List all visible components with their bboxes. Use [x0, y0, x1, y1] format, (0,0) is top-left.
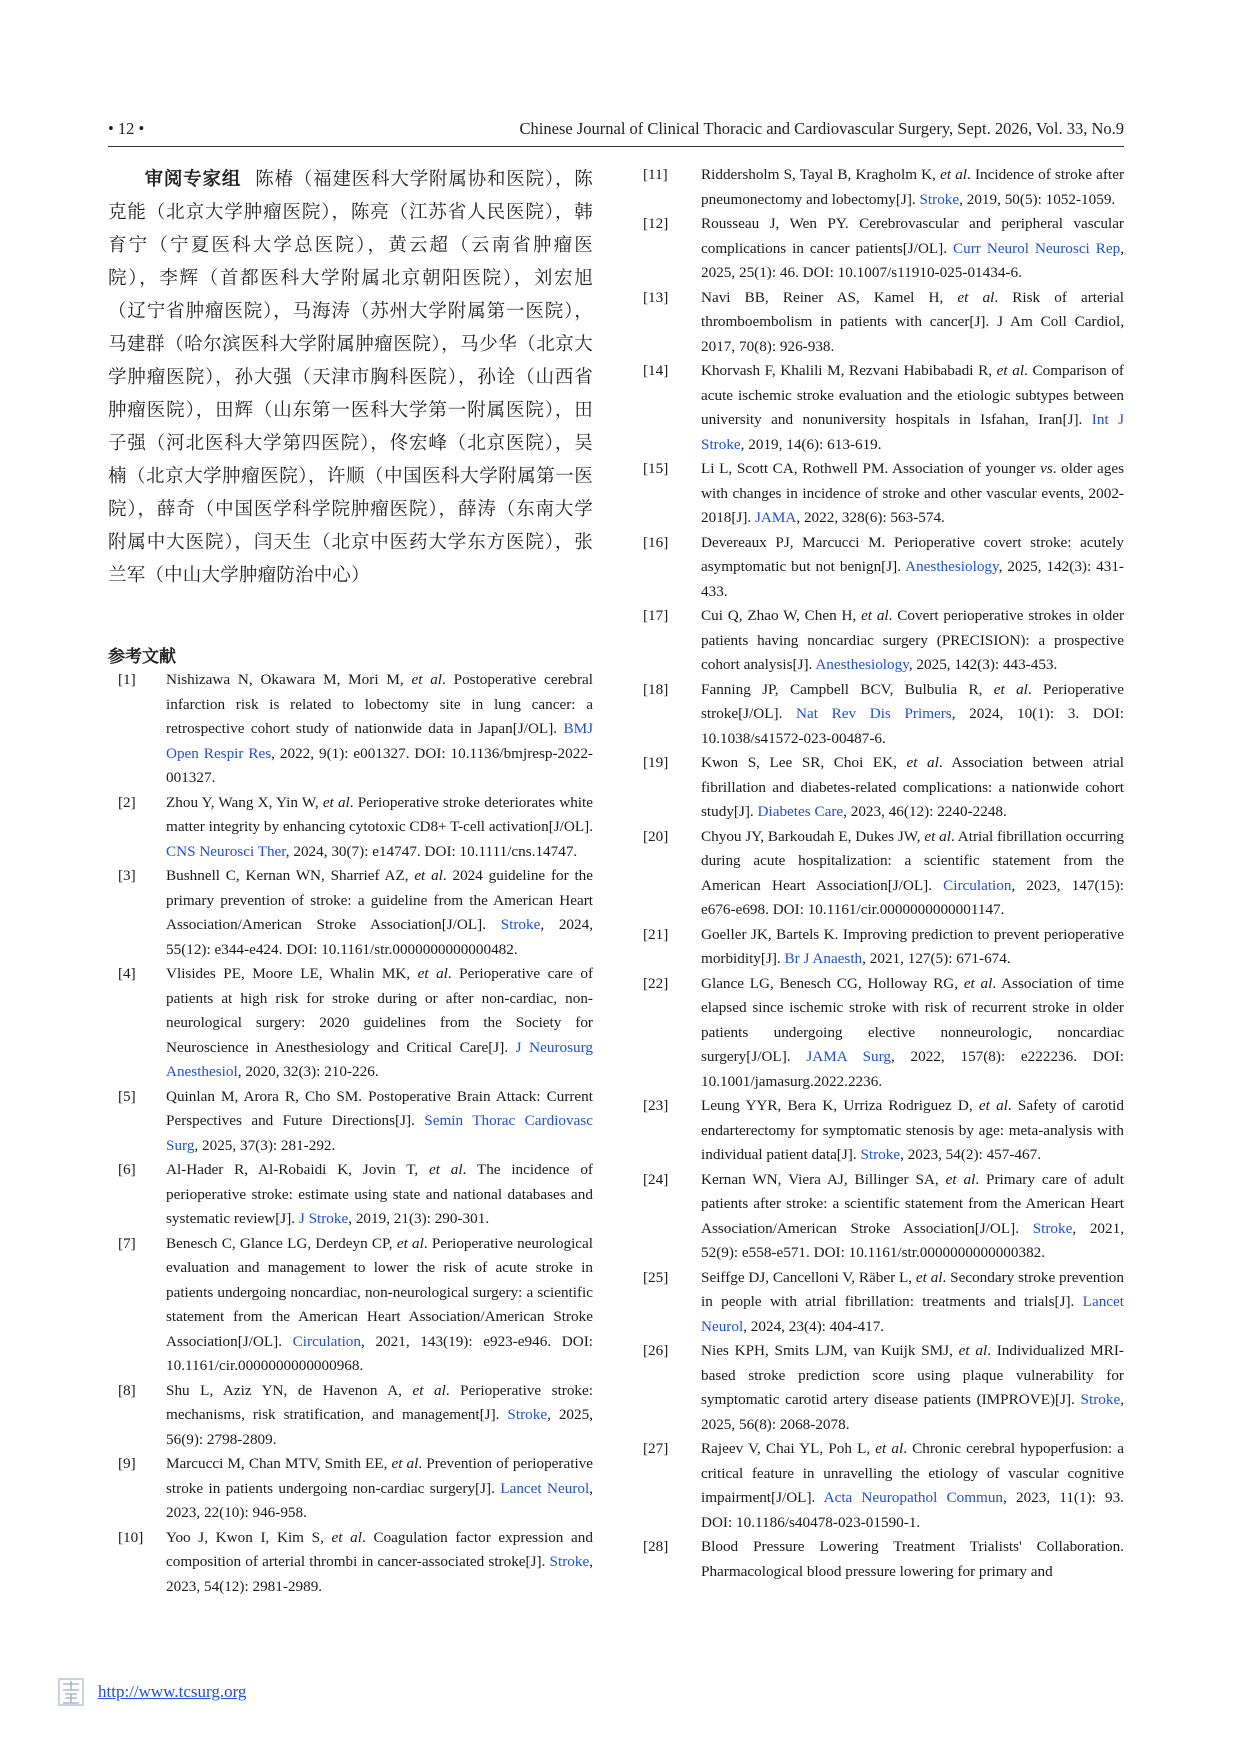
- reference-et-al: et al: [411, 671, 443, 688]
- reference-et-al: et al: [945, 1170, 976, 1188]
- reference-number: [16]: [643, 533, 669, 551]
- reference-number: [6]: [118, 1161, 136, 1178]
- reference-citation-details: , 2024, 55(12): e344-e424. DOI: 10.1161/str.0000000000000482.: [166, 916, 593, 958]
- review-experts-heading: 审阅专家组: [144, 169, 242, 190]
- reference-item: [108, 668, 593, 791]
- reference-number: [12]: [643, 215, 669, 232]
- reference-journal-link[interactable]: J Neurosurg Anesthesiol: [166, 1038, 593, 1080]
- reference-authors-title: Fanning JP, Campbell BCV, Bulbulia R,: [701, 680, 994, 698]
- reference-et-al: et al: [322, 793, 350, 811]
- reference-number: [3]: [118, 867, 136, 884]
- reference-citation-details: , 2020, 32(3): 210-226.: [237, 1063, 379, 1080]
- header-divider: [108, 146, 1124, 147]
- reference-et-al: et al: [924, 827, 951, 845]
- reference-number: [18]: [643, 680, 669, 698]
- reference-item: [643, 163, 1124, 212]
- reference-et-al: et al: [875, 1440, 904, 1457]
- reference-title: . older ages with changes in incidence of stroke and other vascular events, 2002-2018[J].: [701, 460, 1124, 526]
- reference-item: [643, 1094, 1124, 1168]
- reference-item: [108, 1158, 593, 1232]
- reference-title: . Prevention of perioperative stroke in patients undergoing non-cardiac surgery[J].: [166, 1455, 593, 1497]
- reference-title: . Perioperative neurological evaluation and management to lower the risk of acute stroke in patients undergoing noncardiac, non-neurological surgery: a scientific statement from the American Heart Association/American Stroke Association[J/OL].: [166, 1234, 593, 1350]
- reference-journal-link[interactable]: Stroke: [860, 1146, 901, 1163]
- reference-item: [643, 923, 1124, 972]
- reference-number: [28]: [643, 1538, 669, 1555]
- journal-logo-icon: [58, 1678, 84, 1706]
- reference-item: [108, 1452, 593, 1526]
- reference-title: . Individualized MRI-based stroke prediction score using plaque vulnerability for symptomatic carotid artery disease patients (IMPROVE)[J].: [701, 1342, 1124, 1408]
- reference-authors-title: Li L, Scott CA, Rothwell PM. Association of younger: [701, 460, 1041, 477]
- reference-citation-details: , 2023, 54(2): 457-467.: [900, 1146, 1041, 1163]
- reference-journal-link[interactable]: Br J Anaesth: [784, 950, 863, 967]
- reference-citation-details: , 2025, 56(8): 2068-2078.: [701, 1391, 1124, 1433]
- reference-et-al: et al: [957, 288, 995, 306]
- running-header: [108, 119, 1124, 145]
- reference-title: . Secondary stroke prevention in people with atrial fibrillation: treatments and trials[J].: [701, 1268, 1124, 1310]
- reference-list-left: [108, 668, 593, 1599]
- reference-authors-title: Devereaux PJ, Marcucci M. Perioperative covert stroke: acutely asymptomatic but not benign[J].: [701, 533, 1124, 575]
- reference-number: [5]: [118, 1087, 136, 1105]
- reference-journal-link[interactable]: Stroke: [919, 190, 960, 208]
- reference-title: . 2024 guideline for the primary prevention of stroke: a guideline from the American Heart Association/American Stroke Association[J/OL].: [166, 867, 594, 933]
- reference-et-al: et al: [963, 974, 993, 992]
- reference-journal-link[interactable]: Nat Rev Dis Primers: [796, 705, 952, 722]
- references-heading: 参考文献: [108, 647, 176, 667]
- reference-citation-details: , 2025, 37(3): 281-292.: [194, 1136, 336, 1154]
- reference-item: [108, 1379, 593, 1453]
- left-column: [108, 163, 593, 1599]
- reference-citation-details: , 2023, 11(1): 93. DOI: 10.1186/s40478-023-01590-1.: [701, 1489, 1124, 1531]
- reference-number: [24]: [643, 1170, 669, 1188]
- reference-citation-details: , 2021, 127(5): 671-674.: [862, 950, 1011, 967]
- reference-authors-title: Nies KPH, Smits LJM, van Kuijk SMJ,: [701, 1342, 959, 1359]
- reference-authors-title: Vlisides PE, Moore LE, Whalin MK,: [166, 965, 418, 982]
- reference-item: [108, 864, 593, 962]
- reference-journal-link[interactable]: JAMA Surg: [806, 1048, 891, 1065]
- reference-authors-title: Rajeev V, Chai YL, Poh L,: [701, 1440, 876, 1457]
- reference-authors-title: Kernan WN, Viera AJ, Billinger SA,: [701, 1170, 946, 1188]
- reference-item: [643, 604, 1124, 678]
- reference-authors-title: Nishizawa N, Okawara M, Mori M,: [166, 671, 412, 688]
- reference-et-al: et al: [978, 1097, 1008, 1114]
- reference-number: [25]: [643, 1268, 669, 1286]
- reference-title: . Perioperative stroke deteriorates white matter integrity by enhancing cytotoxic CD8+ T-cell activation[J/OL].: [166, 793, 593, 835]
- reference-item: [643, 972, 1124, 1095]
- reference-citation-details: , 2025, 142(3): 431-433.: [701, 558, 1124, 600]
- reference-authors-title: Khorvash F, Khalili M, Rezvani Habibabadi R,: [701, 362, 997, 379]
- reference-number: [17]: [643, 607, 669, 624]
- reference-number: [7]: [118, 1234, 136, 1252]
- reference-citation-details: , 2022, 328(6): 563-574.: [796, 509, 945, 526]
- reference-journal-link[interactable]: Lancet Neurol: [701, 1293, 1124, 1335]
- review-experts-paragraph: [108, 163, 593, 592]
- reference-citation-details: , 2025, 56(9): 2798-2809.: [166, 1406, 593, 1448]
- reference-journal-link[interactable]: Stroke: [1080, 1391, 1121, 1408]
- reference-et-al: et al: [906, 754, 939, 771]
- reference-authors-title: Glance LG, Benesch CG, Holloway RG,: [701, 974, 964, 992]
- reference-citation-details: , 2023, 147(15): e676-e698. DOI: 10.1161/cir.0000000000001147.: [701, 876, 1125, 918]
- reference-item: [643, 751, 1124, 825]
- reference-number: [15]: [643, 460, 669, 477]
- reference-journal-link[interactable]: JAMA: [755, 509, 797, 526]
- reference-et-al: et al: [412, 1381, 446, 1399]
- reference-title: . Perioperative stroke: mechanisms, risk stratification, and management[J].: [166, 1381, 593, 1423]
- reference-journal-link[interactable]: Stroke: [1032, 1219, 1073, 1237]
- reference-title: . Comparison of acute ischemic stroke evaluation and the etiologic subtypes between university and nonuniversity hospitals in Isfahan, Iran[J].: [701, 362, 1124, 428]
- right-column: [643, 163, 1124, 1584]
- reference-title: . The incidence of perioperative stroke: estimate using state and national databases and systematic review[J].: [166, 1161, 593, 1227]
- reference-item: [643, 1339, 1124, 1437]
- reference-journal-link[interactable]: Anesthesiology: [815, 656, 909, 673]
- reference-citation-details: , 2019, 14(6): 613-619.: [740, 435, 882, 453]
- reference-authors-title: Navi BB, Reiner AS, Kamel H,: [701, 288, 958, 306]
- reference-authors-title: Benesch C, Glance LG, Derdeyn CP,: [166, 1234, 397, 1252]
- reference-authors-title: Al-Hader R, Al-Robaidi K, Jovin T,: [166, 1161, 429, 1178]
- reference-number: [9]: [118, 1455, 136, 1472]
- reference-citation-details: , 2023, 22(10): 946-958.: [166, 1479, 593, 1521]
- reference-et-al: et al: [396, 1234, 424, 1252]
- reference-item: [108, 1526, 593, 1600]
- reference-journal-link[interactable]: Semin Thorac Cardiovasc Surg: [166, 1112, 593, 1154]
- reference-citation-details: , 2019, 50(5): 1052-1059.: [959, 190, 1116, 208]
- reference-item: [643, 359, 1124, 457]
- reference-citation-details: , 2025, 142(3): 443-453.: [908, 656, 1058, 673]
- reference-number: [20]: [643, 827, 669, 845]
- reference-item: [108, 1232, 593, 1379]
- reference-number: [8]: [118, 1381, 136, 1399]
- reference-journal-link[interactable]: Anesthesiology: [905, 558, 999, 575]
- reference-item: [643, 825, 1124, 923]
- reference-authors-title: Kwon S, Lee SR, Choi EK,: [701, 754, 907, 771]
- reference-authors-title: Goeller JK, Bartels K. Improving prediction to prevent perioperative morbidity[J].: [701, 925, 1124, 967]
- reference-citation-details: , 2024, 23(4): 404-417.: [743, 1317, 885, 1335]
- reference-et-al: et al: [915, 1268, 943, 1286]
- reference-et-al: et al: [417, 965, 448, 982]
- reference-number: [13]: [643, 288, 669, 306]
- journal-citation-line: Chinese Journal of Clinical Thoracic and Cardiovascular Surgery, Sept. 2026, Vol. 33, No.9: [519, 119, 1124, 138]
- reference-et-al: et al: [414, 867, 443, 884]
- reference-citation-details: , 2019, 21(3): 290-301.: [348, 1210, 490, 1227]
- reference-title: . Covert perioperative strokes in older patients having noncardiac surgery (PRECISION): a prospective cohort analysis[J].: [701, 607, 1124, 673]
- reference-authors-title: Marcucci M, Chan MTV, Smith EE,: [166, 1455, 392, 1472]
- reference-number: [22]: [643, 974, 669, 992]
- reference-item: [643, 457, 1124, 531]
- reference-journal-link[interactable]: Circulation: [943, 876, 1012, 894]
- reference-item: [643, 1437, 1124, 1535]
- reference-item: [643, 212, 1124, 286]
- reference-title: . Risk of arterial thromboembolism in patients with cancer[J]. J Am Coll Cardiol, 2017, 70(8): 926-938.: [701, 288, 1124, 355]
- reference-title: . Perioperative stroke[J/OL].: [701, 680, 1125, 722]
- reference-authors-title: Zhou Y, Wang X, Yin W,: [166, 793, 323, 811]
- reference-et-al: et al: [861, 607, 889, 624]
- reference-number: [26]: [643, 1342, 669, 1359]
- reference-journal-link[interactable]: CNS Neurosci Ther: [166, 842, 286, 860]
- reference-number: [10]: [118, 1528, 144, 1546]
- reference-citation-details: , 2021, 143(19): e923-e946. DOI: 10.1161/cir.0000000000000968.: [166, 1332, 593, 1374]
- reference-journal-link[interactable]: Diabetes Care: [757, 803, 844, 820]
- reference-journal-link[interactable]: Lancet Neurol: [500, 1479, 590, 1497]
- reference-citation-details: , 2021, 52(9): e558-e571. DOI: 10.1161/str.0000000000000382.: [701, 1219, 1124, 1261]
- reference-authors-title: Quinlan M, Arora R, Cho SM. Postoperative Brain Attack: Current Perspectives and Future Directions[J].: [166, 1087, 593, 1129]
- reference-journal-link[interactable]: BMJ Open Respir Res: [166, 720, 593, 762]
- reference-citation-details: , 2024, 10(1): 3. DOI: 10.1038/s41572-023-00487-6.: [701, 705, 1124, 747]
- reference-number: [14]: [643, 362, 669, 379]
- reference-number: [1]: [118, 671, 136, 688]
- reference-authors-title: Blood Pressure Lowering Treatment Trialists' Collaboration. Pharmacological blood pressure lowering for primary and: [701, 1538, 1124, 1580]
- reference-item: [643, 678, 1124, 752]
- reference-title: . Atrial fibrillation occurring during acute hospitalization: a scientific statement from the American Heart Association[J/OL].: [701, 827, 1125, 894]
- reference-citation-details: , 2024, 30(7): e14747. DOI: 10.1111/cns.14747.: [285, 842, 578, 860]
- reference-number: [21]: [643, 925, 669, 943]
- reference-item: [108, 791, 593, 865]
- journal-website-link[interactable]: http://www.tcsurg.org: [98, 1682, 247, 1701]
- reference-et-al: et al: [331, 1528, 362, 1546]
- reference-title: . Coagulation factor expression and composition of arterial thrombi in cancer-associated stroke[J].: [166, 1528, 593, 1570]
- reference-journal-link[interactable]: Acta Neuropathol Commun: [823, 1489, 1004, 1506]
- reference-authors-title: Leung YYR, Bera K, Urriza Rodriguez D,: [701, 1097, 979, 1114]
- reference-list-right: [643, 163, 1124, 1584]
- reference-authors-title: Seiffge DJ, Cancelloni V, Räber L,: [701, 1268, 916, 1286]
- review-experts-list: 陈椿（福建医科大学附属协和医院），陈克能（北京大学肿瘤医院），陈亮（江苏省人民医院），韩育宁（宁夏医科大学总医院），黄云超（云南省肿瘤医院），李辉（首都医科大学附属北京朝阳医院），刘宏旭（辽宁省肿瘤医院），马海涛（苏州大学附属第一医院），马建群（哈尔滨医科大学附属肿瘤医院），马少华（北京大学肿瘤医院），孙大强（天津市胸科医院），孙诠（山西省肿瘤医院），田辉（山东第一医科大学第一附属医院），田子强（河北医科大学第四医院），佟宏峰（北京医院），吴楠（北京大学肿瘤医院），许顺（中国医科大学附属第一医院），薛奇（中国医学科学院肿瘤医院），薛涛（东南大学附属中大医院），闫天生（北京中医药大学东方医院），张兰军（中山大学肿瘤防治中心）: [108, 169, 593, 586]
- reference-title: . Perioperative care of patients at high risk for stroke during or after non-cardiac, non-neurological surgery: 2020 guidelines from the Society for Neuroscience in Anesthesiology and Critical Care[J].: [166, 965, 594, 1056]
- reference-title: . Incidence of stroke after pneumonectomy and lobectomy[J].: [701, 166, 1124, 208]
- reference-citation-details: , 2023, 46(12): 2240-2248.: [843, 803, 1007, 820]
- reference-title: . Postoperative cerebral infarction risk is related to lobectomy site in lung cancer: a retrospective cohort study of nationwide data in Japan[J/OL].: [166, 671, 593, 737]
- reference-authors-title: Riddersholm S, Tayal B, Kragholm K,: [701, 166, 941, 183]
- reference-journal-link[interactable]: Stroke: [507, 1406, 548, 1423]
- reference-et-al: et al: [428, 1161, 463, 1178]
- reference-number: [4]: [118, 965, 136, 982]
- reference-journal-link[interactable]: Stroke: [500, 916, 541, 933]
- reference-citation-details: , 2023, 54(12): 2981-2989.: [166, 1553, 593, 1595]
- reference-title: . Association between atrial fibrillation and diabetes-related complications: a nationwide cohort study[J].: [701, 754, 1124, 820]
- reference-item: [643, 531, 1124, 605]
- reference-number: [19]: [643, 754, 669, 771]
- reference-citation-details: , 2022, 157(8): e222236. DOI: 10.1001/jamasurg.2022.2236.: [701, 1048, 1124, 1090]
- reference-number: [23]: [643, 1097, 669, 1114]
- reference-item: [643, 1168, 1124, 1266]
- reference-item: [643, 1266, 1124, 1340]
- reference-title: . Safety of carotid endarterectomy for symptomatic stenosis by age: meta-analysis with individual patient data[J].: [701, 1097, 1124, 1163]
- reference-authors-title: Bushnell C, Kernan WN, Sharrief AZ,: [166, 867, 415, 884]
- reference-item: [108, 962, 593, 1085]
- reference-et-al: et al: [958, 1342, 988, 1359]
- reference-number: [27]: [643, 1440, 669, 1457]
- reference-et-al: et al: [996, 362, 1025, 379]
- reference-et-al: et al: [940, 166, 968, 183]
- reference-number: [11]: [643, 166, 668, 183]
- reference-journal-link[interactable]: Stroke: [549, 1553, 590, 1570]
- reference-authors-title: Cui Q, Zhao W, Chen H,: [701, 607, 862, 624]
- reference-et-al: vs: [1040, 460, 1053, 477]
- reference-journal-link[interactable]: J Stroke: [298, 1210, 349, 1227]
- reference-title: . Association of time elapsed since ischemic stroke with risk of recurrent stroke in older patients undergoing elective nonneurologic, noncardiac surgery[J/OL].: [701, 974, 1124, 1065]
- reference-journal-link[interactable]: Curr Neurol Neurosci Rep: [953, 239, 1121, 257]
- reference-title: . Primary care of adult patients after stroke: a scientific statement from the American Heart Association/American Stroke Association[J/OL].: [701, 1170, 1125, 1237]
- reference-journal-link[interactable]: Circulation: [292, 1332, 361, 1350]
- reference-journal-link[interactable]: Int J Stroke: [701, 411, 1125, 453]
- reference-citation-details: , 2022, 9(1): e001327. DOI: 10.1136/bmjresp-2022-001327.: [166, 744, 593, 786]
- reference-title: . Chronic cerebral hypoperfusion: a critical feature in unravelling the etiology of vascular cognitive impairment[J/OL].: [701, 1440, 1124, 1506]
- reference-authors-title: Chyou JY, Barkoudah E, Dukes JW,: [701, 827, 925, 845]
- reference-et-al: et al: [391, 1455, 419, 1472]
- reference-item: [643, 1535, 1124, 1584]
- reference-authors-title: Rousseau J, Wen PY. Cerebrovascular and peripheral vascular complications in cancer patients[J/OL].: [701, 215, 1124, 257]
- reference-authors-title: Shu L, Aziz YN, de Havenon A,: [166, 1381, 413, 1399]
- reference-citation-details: , 2025, 25(1): 46. DOI: 10.1007/s11910-025-01434-6.: [701, 239, 1125, 281]
- reference-item: [108, 1085, 593, 1159]
- reference-item: [643, 286, 1124, 360]
- page-number: • 12 •: [108, 119, 145, 138]
- reference-et-al: et al: [993, 680, 1028, 698]
- reference-authors-title: Yoo J, Kwon I, Kim S,: [166, 1528, 332, 1546]
- reference-number: [2]: [118, 793, 136, 811]
